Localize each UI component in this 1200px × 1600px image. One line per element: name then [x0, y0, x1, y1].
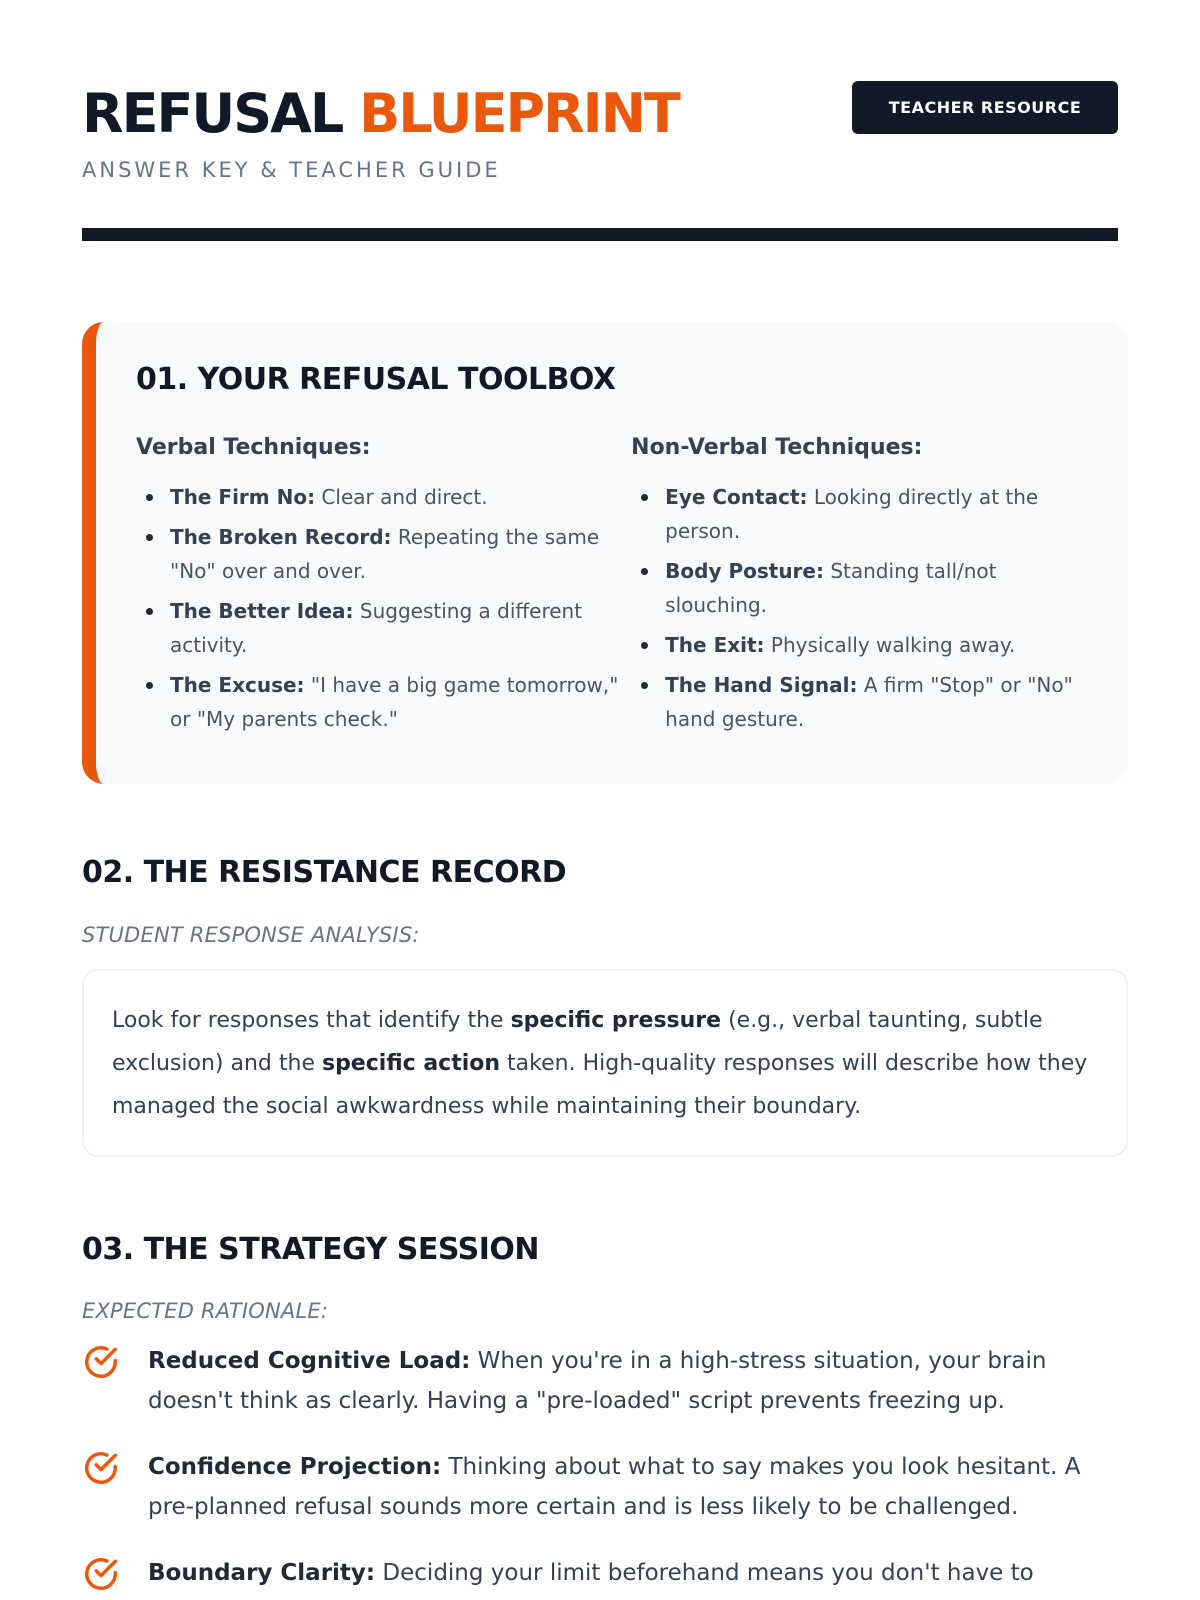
analysis-text: (e.g., verbal taunting, subtle exclusion) and the — [112, 1008, 1043, 1076]
technique-desc: "I have a big game tomorrow," or "My parents check." — [170, 673, 619, 731]
technique-term: The Excuse: — [170, 673, 305, 697]
rationale-item — [82, 1553, 1128, 1593]
header — [82, 0, 1118, 240]
page-subtitle: ANSWER KEY & TEACHER GUIDE — [82, 158, 501, 182]
rationale-text: Deciding your limit beforehand means you don't have to — [375, 1560, 1034, 1586]
title-accent: BLUEPRINT — [359, 82, 679, 145]
nonverbal-heading: Non-Verbal Techniques: — [631, 435, 923, 460]
verbal-list — [136, 480, 631, 736]
technique-columns — [136, 435, 1092, 742]
technique-term: The Hand Signal: — [665, 673, 858, 697]
technique-desc: Clear and direct. — [315, 485, 488, 509]
section-3-title: 03. THE STRATEGY SESSION — [82, 1232, 539, 1267]
rationale-text: When you're in a high-stress situation, your brain doesn't think as clearly. Having a "pre-loaded" script prevents freezing up. — [148, 1348, 1047, 1414]
technique-desc: Looking directly at the person. — [665, 485, 1039, 543]
list-item — [631, 554, 1092, 622]
rationale-term: Confidence Projection: — [148, 1454, 442, 1480]
list-item — [136, 668, 631, 736]
rationale-item — [82, 1447, 1128, 1527]
list-item — [136, 520, 631, 588]
check-circle-icon — [82, 1449, 120, 1487]
section-3-label: EXPECTED RATIONALE: — [82, 1299, 329, 1323]
technique-term: The Exit: — [665, 633, 765, 657]
analysis-bold: specific pressure — [510, 1008, 722, 1033]
resistance-record-section — [82, 855, 1128, 1157]
technique-term: Eye Contact: — [665, 485, 808, 509]
technique-desc: Physically walking away. — [764, 633, 1016, 657]
header-divider — [82, 228, 1118, 241]
analysis-box — [82, 969, 1128, 1157]
technique-desc: Suggesting a different activity. — [170, 599, 583, 657]
list-item — [631, 628, 1092, 662]
list-item — [136, 480, 631, 514]
analysis-text: taken. High-quality responses will describe how they managed the social awkwardness while maintaining their boundary. — [112, 1051, 1088, 1119]
analysis-text: Look for responses that identify the — [112, 1008, 511, 1033]
technique-term: Body Posture: — [665, 559, 824, 583]
check-circle-icon — [82, 1343, 120, 1381]
section-2-title: 02. THE RESISTANCE RECORD — [82, 855, 567, 890]
technique-desc: Standing tall/not slouching. — [665, 559, 997, 617]
rationale-text: Thinking about what to say makes you look hesitant. A pre-planned refusal sounds more certain and is less likely to be challenged. — [148, 1454, 1081, 1520]
toolbox-card — [82, 322, 1128, 784]
technique-term: The Better Idea: — [170, 599, 354, 623]
technique-term: The Firm No: — [170, 485, 316, 509]
teacher-resource-badge: TEACHER RESOURCE — [852, 81, 1118, 134]
rationale-term: Reduced Cognitive Load: — [148, 1348, 471, 1374]
nonverbal-column — [631, 435, 1092, 742]
rationale-list — [82, 1341, 1128, 1593]
section-1-title: 01. YOUR REFUSAL TOOLBOX — [136, 362, 616, 397]
technique-desc: Repeating the same "No" over and over. — [170, 525, 600, 583]
list-item — [631, 480, 1092, 548]
list-item — [136, 594, 631, 662]
technique-desc: A firm "Stop" or "No" hand gesture. — [665, 673, 1073, 731]
analysis-bold: specific action — [321, 1051, 501, 1076]
verbal-column — [136, 435, 631, 742]
check-circle-icon — [82, 1555, 120, 1593]
rationale-term: Boundary Clarity: — [148, 1560, 376, 1586]
strategy-session-section — [82, 1232, 1128, 1600]
technique-term: The Broken Record: — [170, 525, 392, 549]
verbal-heading: Verbal Techniques: — [136, 435, 371, 460]
list-item — [631, 668, 1092, 736]
section-2-label: STUDENT RESPONSE ANALYSIS: — [82, 923, 420, 947]
nonverbal-list — [631, 480, 1092, 736]
title-main: REFUSAL — [82, 82, 343, 145]
page-title — [82, 82, 679, 146]
rationale-item — [82, 1341, 1128, 1421]
